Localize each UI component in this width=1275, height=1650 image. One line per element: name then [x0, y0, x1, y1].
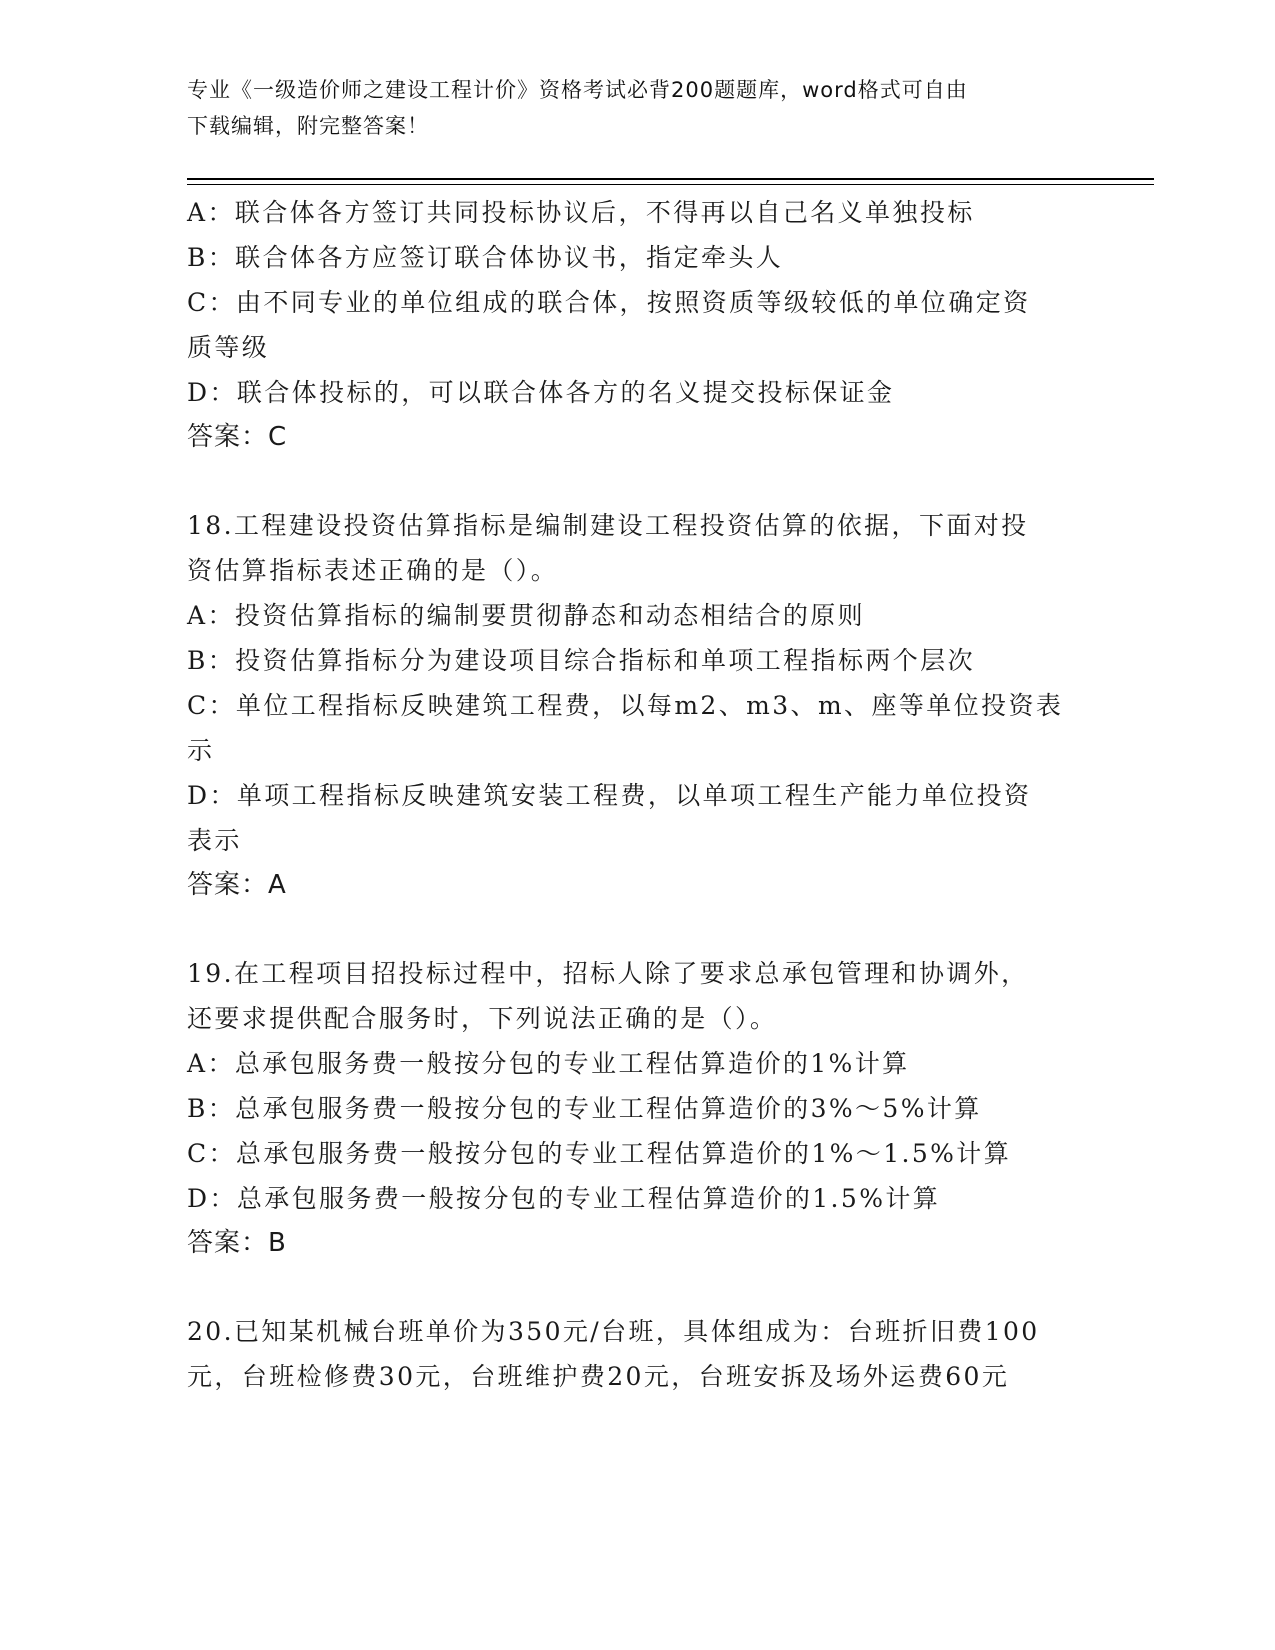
- question-content: [187, 190, 1087, 1399]
- question-18: [187, 503, 1087, 908]
- option-b: B：联合体各方应签订联合体协议书，指定牵头人: [187, 243, 784, 272]
- option-a: A：总承包服务费一般按分包的专业工程估算造价的1%计算: [187, 1049, 910, 1078]
- answer: 答案：C: [187, 422, 288, 452]
- question-17: [187, 190, 1087, 460]
- question-19: [187, 951, 1087, 1266]
- question-stem: 20.已知某机械台班单价为350元/台班，具体组成为：台班折旧费100: [187, 1317, 1040, 1346]
- option-d-continued: 表示: [187, 826, 242, 855]
- question-stem: 18.工程建设投资估算指标是编制建设工程投资估算的依据，下面对投: [187, 511, 1029, 540]
- option-b: B：投资估算指标分为建设项目综合指标和单项工程指标两个层次: [187, 646, 975, 675]
- option-c: C：单位工程指标反映建筑工程费，以每m2、m3、m、座等单位投资表: [187, 691, 1064, 720]
- option-a: A：联合体各方签订共同投标协议后，不得再以自己名义单独投标: [187, 198, 975, 227]
- spacer: [187, 460, 1087, 503]
- question-20: [187, 1309, 1087, 1399]
- option-d: D：联合体投标的，可以联合体各方的名义提交投标保证金: [187, 378, 895, 407]
- answer: 答案：B: [187, 1228, 287, 1258]
- option-c: C：由不同专业的单位组成的联合体，按照资质等级较低的单位确定资: [187, 288, 1031, 317]
- spacer: [187, 908, 1087, 951]
- question-stem: 19.在工程项目招投标过程中，招标人除了要求总承包管理和协调外，: [187, 959, 1029, 988]
- option-d: D：单项工程指标反映建筑安装工程费，以单项工程生产能力单位投资: [187, 781, 1032, 810]
- option-c-continued: 质等级: [187, 333, 270, 362]
- header-rule-thick: [187, 178, 1154, 180]
- question-stem-continued: 资估算指标表述正确的是（）。: [187, 556, 559, 585]
- header-line-1: 专业《一级造价师之建设工程计价》资格考试必背200题题库，word格式可自由: [187, 78, 968, 102]
- option-d: D：总承包服务费一般按分包的专业工程估算造价的1.5%计算: [187, 1184, 941, 1213]
- answer: 答案：A: [187, 870, 287, 900]
- spacer: [187, 1266, 1087, 1309]
- question-stem-continued: 元，台班检修费30元，台班维护费20元，台班安拆及场外运费60元: [187, 1362, 1010, 1391]
- option-b: B：总承包服务费一般按分包的专业工程估算造价的3%～5%计算: [187, 1094, 982, 1123]
- question-stem-continued: 还要求提供配合服务时，下列说法正确的是（）。: [187, 1004, 778, 1033]
- option-c: C：总承包服务费一般按分包的专业工程估算造价的1%～1.5%计算: [187, 1139, 1012, 1168]
- document-header: [187, 72, 1067, 144]
- option-c-continued: 示: [187, 736, 215, 765]
- option-a: A：投资估算指标的编制要贯彻静态和动态相结合的原则: [187, 601, 866, 630]
- header-rule-thin: [187, 184, 1154, 185]
- header-line-2: 下载编辑，附完整答案！: [187, 114, 429, 138]
